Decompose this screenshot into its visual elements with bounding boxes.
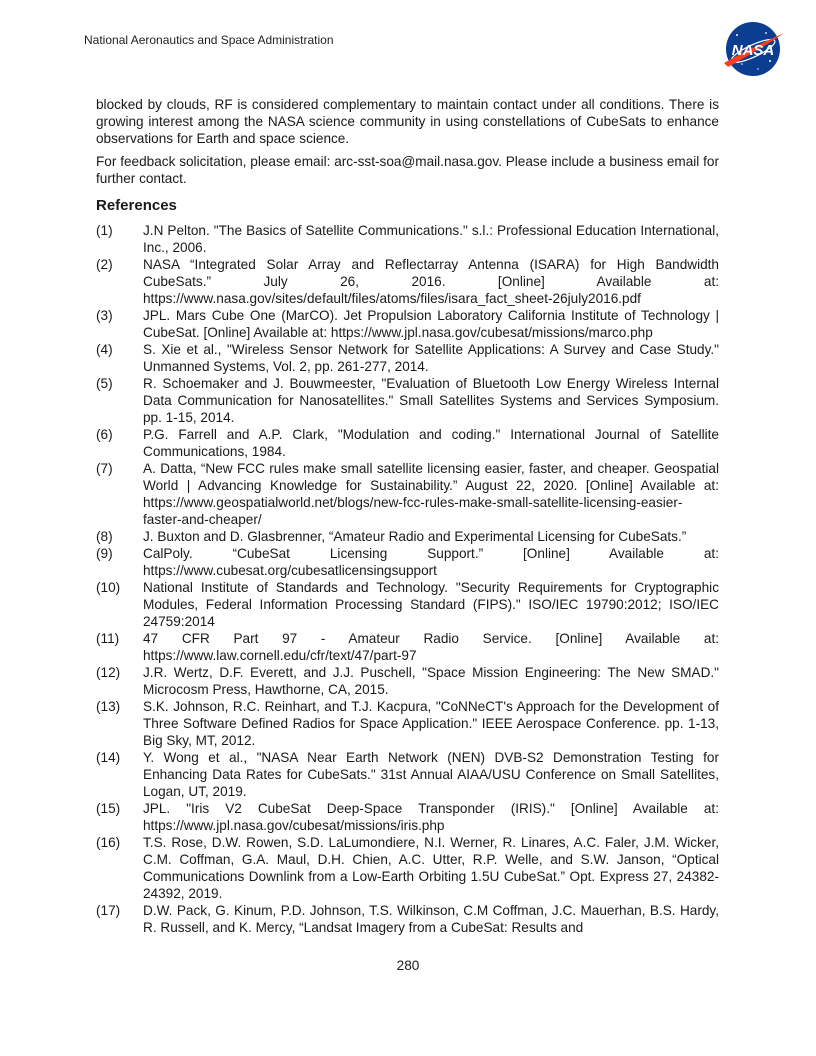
page-content [96,96,719,936]
reference-item [96,579,719,630]
reference-text: CalPoly. “CubeSat Licensing Support.” [Online] Available at: https://www.cubesat.org/cubesatlicensingsupport [143,546,719,578]
reference-number: (11) [96,631,120,646]
reference-text: A. Datta, “New FCC rules make small satellite licensing easier, faster, and cheaper. Geospatial World | Advancing Knowledge for Sustainability.” August 22, 2020. [Online] Available at: https://www.geospatialworld.net/blogs/new-fcc-rules-make-small-satellite-licensing-easier-faster-and-cheaper/ [143,461,719,527]
reference-item [96,800,719,834]
reference-number: (6) [96,427,113,442]
feedback-paragraph: For feedback solicitation, please email: arc-sst-soa@mail.nasa.gov. Please include a business email for further contact. [96,154,719,186]
reference-item [96,664,719,698]
reference-text: Y. Wong et al., "NASA Near Earth Network (NEN) DVB-S2 Demonstration Testing for Enhancing Data Rates for CubeSats." 31st Annual AIAA/USU Conference on Small Satellites, Logan, UT, 2019. [143,750,719,799]
reference-item [96,545,719,579]
reference-number: (17) [96,903,121,918]
reference-number: (5) [96,376,113,391]
reference-text: T.S. Rose, D.W. Rowen, S.D. LaLumondiere, N.I. Werner, R. Linares, A.C. Faler, J.M. Wicker, C.M. Coffman, G.A. Maul, D.H. Chien, A.C. Utter, R.P. Welle, and S.W. Janson, “Optical Communications Downlink from a Low-Earth Orbiting 1.5U CubeSat.” Opt. Express 27, 24382-24392, 2019. [143,835,719,901]
reference-text: J.N Pelton. "The Basics of Satellite Communications." s.l.: Professional Education International, Inc., 2006. [143,223,719,255]
reference-item [96,834,719,902]
reference-text: NASA “Integrated Solar Array and Reflectarray Antenna (ISARA) for High Bandwidth CubeSats.” July 26, 2016. [Online] Available at: https://www.nasa.gov/sites/default/files/atoms/files/isara_fact_sheet-26july2016.pdf [143,257,719,306]
references-list [96,222,719,936]
reference-number: (13) [96,699,121,714]
reference-number: (15) [96,801,121,816]
reference-number: (4) [96,342,113,357]
page-number: 280 [396,958,420,973]
reference-number: (16) [96,835,121,850]
references-heading: References [96,197,177,214]
reference-number: (2) [96,257,113,272]
reference-text: JPL. Mars Cube One (MarCO). Jet Propulsion Laboratory California Institute of Technology | CubeSat. [Online] Available at: https://www.jpl.nasa.gov/cubesat/missions/marco.php [143,308,719,340]
reference-number: (9) [96,546,113,561]
nasa-logo [718,19,788,79]
reference-text: S.K. Johnson, R.C. Reinhart, and T.J. Kacpura, "CoNNeCT's Approach for the Development of Three Software Defined Radios for Space Application." IEEE Aerospace Conference. pp. 1-13, Big Sky, MT, 2012. [143,699,719,748]
reference-number: (1) [96,223,113,238]
reference-text: JPL. "Iris V2 CubeSat Deep-Space Transponder (IRIS)." [Online] Available at: https://www.jpl.nasa.gov/cubesat/missions/iris.php [143,801,719,833]
reference-number: (10) [96,580,121,595]
reference-item [96,426,719,460]
reference-number: (14) [96,750,121,765]
reference-item [96,749,719,800]
nasa-logo-text: NASA [731,42,775,59]
reference-text: J. Buxton and D. Glasbrenner, “Amateur Radio and Experimental Licensing for CubeSats.” [143,529,687,544]
reference-text: D.W. Pack, G. Kinum, P.D. Johnson, T.S. Wilkinson, C.M Coffman, J.C. Mauerhan, B.S. Hardy, R. Russell, and K. Mercy, “Landsat Imagery from a CubeSat: Results and [143,903,719,935]
reference-number: (7) [96,461,113,476]
reference-item [96,307,719,341]
reference-text: S. Xie et al., "Wireless Sensor Network for Satellite Applications: A Survey and Case Study." Unmanned Systems, Vol. 2, pp. 261-277, 2014. [143,342,719,374]
reference-number: (3) [96,308,113,323]
reference-number: (8) [96,529,113,544]
body-paragraph: blocked by clouds, RF is considered complementary to maintain contact under all conditions. There is growing interest among the NASA science community in using constellations of CubeSats to enhance observations for Earth and space science. [96,97,719,146]
reference-text: P.G. Farrell and A.P. Clark, "Modulation and coding." International Journal of Satellite Communications, 1984. [143,427,719,459]
reference-text: R. Schoemaker and J. Bouwmeester, "Evaluation of Bluetooth Low Energy Wireless Internal Data Communication for Nanosatellites." Small Satellites Systems and Services Symposium. pp. 1-15, 2014. [143,376,719,425]
reference-item [96,460,719,528]
reference-number: (12) [96,665,121,680]
reference-text: 47 CFR Part 97 - Amateur Radio Service. [Online] Available at: https://www.law.cornell.edu/cfr/text/47/part-97 [143,631,719,663]
reference-item [96,375,719,426]
reference-item [96,222,719,256]
reference-item [96,630,719,664]
reference-item [96,902,719,936]
reference-text: National Institute of Standards and Technology. "Security Requirements for Cryptographic Modules, Federal Information Processing Standard (FIPS)." ISO/IEC 19790:2012; ISO/IEC 24759:2014 [143,580,719,629]
reference-item [96,256,719,307]
reference-text: J.R. Wertz, D.F. Everett, and J.J. Puschell, "Space Mission Engineering: The New SMAD." Microcosm Press, Hawthorne, CA, 2015. [143,665,719,697]
reference-item [96,341,719,375]
reference-item [96,698,719,749]
reference-item [96,528,719,545]
header-org-name: National Aeronautics and Space Administration [84,33,334,47]
